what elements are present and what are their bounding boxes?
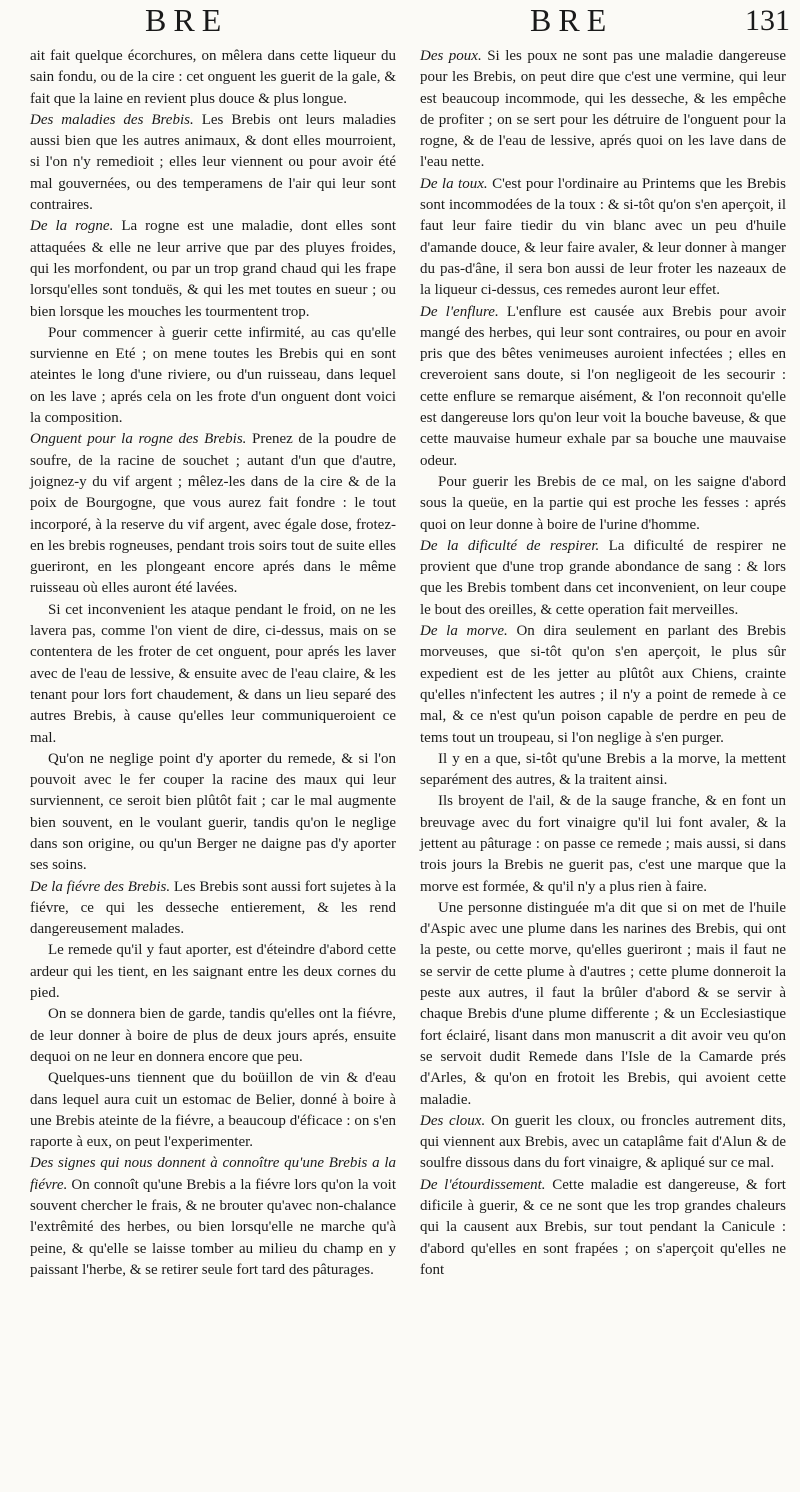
paragraph-heading: De la toux.	[420, 175, 488, 192]
paragraph-text: Pour guerir les Brebis de ce mal, on les saigne d'abord sous la queüe, en la partie qui est proche les fesses : aprés quoi on leur donne à boire de l'urine d'homme.	[420, 473, 786, 533]
paragraph	[30, 1004, 396, 1068]
paragraph-text: Une personne distinguée m'a dit que si on met de l'huile d'Aspic avec une plume dans les narines des Brebis, qui ont la peste, ou cette morve, qu'elles gueriront ; mais il faut ne se servir de cette plume à d'autres ; cette plume donneroit la peste aux autres, il faut la brûler d'abord & se servir à chaque Brebis d'une plume differente ; & un Ecclesiastique fort éclairé, lisant dans mon manuscrit a dit avoir veu qu'on se servoit dudit Remede dans l'Isle de la Camarde prés d'Arles, & qu'on en frotoit les Brebis, qui avoient cette maladie.	[420, 899, 786, 1108]
running-head-right: BRE	[530, 2, 614, 38]
paragraph-text: On connoît qu'une Brebis a la fiévre lors qu'on la voit souvent chercher le frais, & ne brouter qu'avec non-chalance l'extrêmité des herbes, ou bien lorsqu'elle ne marche qu'à peine, & qu'elle se laisse tomber au milieu du champ en y paissant l'herbe, & se retirer seule fort tard des pâturages.	[30, 1176, 396, 1278]
paragraph	[30, 216, 396, 322]
paragraph-heading: De la morve.	[420, 623, 508, 640]
running-header	[0, 0, 800, 44]
paragraph	[420, 536, 786, 621]
paragraph	[420, 898, 786, 1111]
paragraph	[420, 1111, 786, 1175]
paragraph-heading: De la dificulté de respirer.	[420, 537, 600, 554]
paragraph-text: On dira seulement en parlant des Brebis morveuses, que si-tôt qu'on s'en aperçoit, le plus sûr expedient est de les jetter au plûtôt aux Chiens, crainte qu'elles n'infectent les autres ; il n'y a point de remede à ce mal, & ce n'est qu'un poison capable de perdre en peu de tems tout un troupeau, si l'on neglige à s'en purger.	[420, 623, 786, 746]
paragraph	[420, 472, 786, 536]
paragraph-text: Qu'on ne neglige point d'y aporter du remede, & si l'on pouvoit avec le fer couper la racine des maux qui leur surviennent, ce seroit bien plûtôt fait ; car le mal augmente bien souvent, en le voulant guerir, tandis qu'on le neglige dans son origine, ou qu'un Berger ne daigne pas d'y aporter ses soins.	[30, 750, 396, 874]
paragraph-heading: Des maladies des Brebis.	[30, 111, 194, 128]
page-number: 131	[745, 4, 790, 37]
paragraph	[30, 600, 396, 749]
paragraph-heading: Des cloux.	[420, 1112, 486, 1129]
paragraph-text: Le remede qu'il y faut aporter, est d'éteindre d'abord cette ardeur qui les tient, en les saignant entre les deux cornes du pied.	[30, 942, 396, 1002]
paragraph-text: On guerit les cloux, ou froncles autrement dits, qui viennent aux Brebis, avec un cataplâme fait d'Alun & de soulfre dissous dans du fort vinaigre, & apliqué sur ce mal.	[420, 1112, 787, 1172]
paragraph	[30, 110, 396, 216]
paragraph	[30, 323, 396, 429]
paragraph	[420, 302, 786, 472]
paragraph-text: Quelques-uns tiennent que du boüillon de vin & d'eau dans lequel aura cuit un estomac de Belier, donné à boire à une Brebis ateinte de la fiévre, a beaucoup d'éficace : on s'en raporte à eux, on peut l'experimenter.	[30, 1070, 396, 1151]
paragraph-text: Cette maladie est dangereuse, & fort dificile à guerir, & ce ne sont que les trop grandes chaleurs qui la causent aux Brebis, sur tout pendant la Canicule : d'abord qu'elles en sont frapées ; on s'aperçoit qu'elles ne font	[420, 1176, 786, 1278]
paragraph-text: Pour commencer à guerir cette infirmité, au cas qu'elle survienne en Eté ; on mene toutes les Brebis qui en sont ateintes le long d'une riviere, ou d'un ruisseau, dans lequel on les lave ; aprés cela on les frote d'un onguent dont voici la composition.	[30, 324, 396, 427]
paragraph	[30, 1068, 396, 1153]
paragraph-text: Il y en a que, si-tôt qu'une Brebis a la morve, la mettent separément des autres, & la traitent ainsi.	[420, 750, 786, 789]
paragraph-text: La rogne est une maladie, dont elles sont attaquées & elle ne leur arrive que par des pluyes froides, qui les morfondent, ou par un trop grand chaud qui les frape lorsqu'elles sont tonduës, & qui les met toutes en sueur ; ou bien lorsque les mouches les tourmentent trop.	[30, 218, 396, 320]
paragraph	[420, 791, 786, 897]
paragraph-text: Prenez de la poudre de soufre, de la racine de souchet ; autant d'un que d'autre, joignez-y du vif argent ; mêlez-les dans de la cire & de la poix de Bourgogne, que vous aurez fait fondre : le tout incorporé, à la reserve du vif argent, avec égale dose, frotez-en les brebis rogneuses, pendant trois soirs tout de suite elles gueriront, en les plongeant encore aprés dans le même ruisseau où elles auront été lavées.	[30, 431, 396, 597]
paragraph-heading: Des signes qui nous donnent à connoître qu'une Brebis a la fiévre.	[30, 1155, 396, 1193]
paragraph	[420, 621, 786, 749]
paragraph-text: Si les poux ne sont pas une maladie dangereuse pour les Brebis, on peut dire que c'est une vermine, qui leur est beaucoup incommode, qui les desseche, & les empêche de profiter ; on se sert pour les détruire de l'onguent pour la rogne, & de l'eau de lessive, aprés quoi on les lave dans de l'eau nette.	[420, 48, 786, 171]
left-column	[30, 46, 396, 1281]
running-head-left: BRE	[145, 2, 229, 38]
paragraph-text: Si cet inconvenient les ataque pendant le froid, on ne les lavera pas, comme l'on vient de dire, ci-dessus, mais on se contentera de les froter de cet onguent, pour aprés les laver avec de l'eau de lessive, & ensuite avec de l'eau claire, & les tenant pour lors fort chaudement, & dans un lieu separé des autres Brebis, à cause qu'elles leur communiqueroient ce mal.	[30, 601, 396, 746]
paragraph-text: La dificulté de respirer ne provient que d'une trop grande abondance de sang : & lors que les Brebis tombent dans cet inconvenient, on leur coupe le bout des oreilles, & cette operation fait merveilles.	[420, 537, 787, 618]
paragraph	[30, 1153, 396, 1281]
paragraph	[30, 46, 396, 110]
paragraph-heading: De la fiévre des Brebis.	[30, 878, 171, 895]
paragraph-text: Ils broyent de l'ail, & de la sauge franche, & en font un breuvage avec du fort vinaigre qu'il lui font avaler, & la jettent au pâturage : on passe ce remede ; mais aussi, si dans trois jours la Brebis ne guerit pas, c'est une marque que la morve est formée, & qu'il n'y a plus rien à faire.	[420, 793, 786, 895]
paragraph-heading: De l'étourdissement.	[420, 1176, 546, 1193]
paragraph-text: Les Brebis sont aussi fort sujetes à la fiévre, ce qui les desseche entierement, & les rend dangereusement malades.	[30, 878, 396, 938]
paragraph-text: On se donnera bien de garde, tandis qu'elles ont la fiévre, de leur donner à boire de plus de deux jours aprés, ensuite dequoi on ne leur en donnera encore que peu.	[30, 1006, 396, 1065]
paragraph	[420, 46, 786, 174]
paragraph-heading: De la rogne.	[30, 218, 114, 235]
paragraph	[420, 749, 786, 792]
paragraph-text: Les Brebis ont leurs maladies aussi bien que les autres animaux, & dont elles mourroient, si l'on n'y remedioit ; elles leur viennent ou pour avoir été mal gouvernées, ou des temperamens de l'air qui leur sont contraires.	[30, 111, 396, 214]
paragraph-text: ait fait quelque écorchures, on mêlera dans cette liqueur du sain fondu, ou de la cire : cet onguent les guerit de la gale, & fait que la laine en revient plus douce & plus longue.	[30, 48, 396, 107]
paragraph-heading: Des poux.	[420, 48, 482, 64]
paragraph	[420, 1175, 786, 1281]
paragraph-heading: Onguent pour la rogne des Brebis.	[30, 431, 247, 448]
right-column	[420, 46, 786, 1281]
paragraph	[30, 877, 396, 941]
paragraph	[420, 174, 786, 302]
paragraph	[30, 749, 396, 877]
paragraph-heading: De l'enflure.	[420, 303, 499, 320]
paragraph-text: C'est pour l'ordinaire au Printems que les Brebis sont incommodées de la toux : & si-tôt qu'on s'en aperçoit, il faut leur faire tiedir du vin blanc avec un peu d'huile d'amande douce, & leur faire avaler, & leur donner à manger du pas-d'âne, il sera bon aussi de leur froter les nazeaux de la liqueur ci-dessus, ces remedes auront leur effet.	[420, 175, 787, 299]
paragraph	[30, 940, 396, 1004]
paragraph-text: L'enflure est causée aux Brebis pour avoir mangé des herbes, qui leur sont contraires, ou pour en avoir pris que des bêtes venimeuses auroient infectées ; elles en creveroient sans doute, si l'on negligeoit de les secourir : cette enflure se remarque aisément, & l'on reconnoit qu'elle est dangereuse lors qu'on leur voit la bouche baveuse, & que cette mauvaise humeur exhale par sa bouche une mauvaise odeur.	[420, 303, 786, 469]
paragraph	[30, 429, 396, 599]
